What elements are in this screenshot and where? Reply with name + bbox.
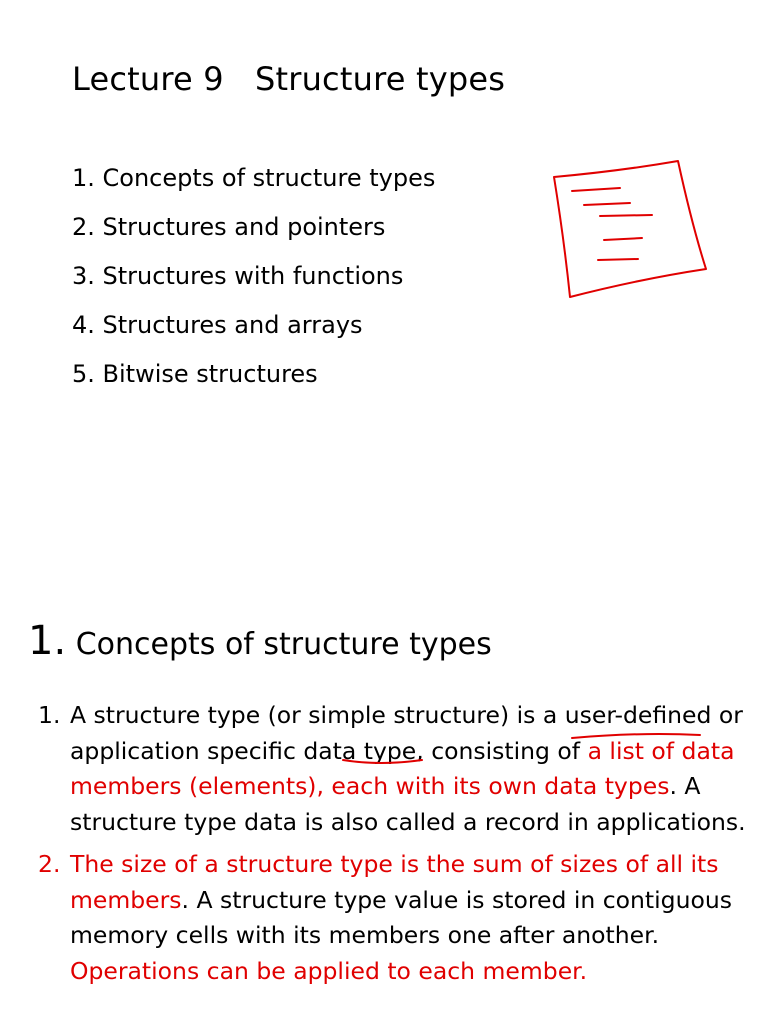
section-heading xyxy=(28,618,492,672)
section-number: 1. xyxy=(28,618,67,664)
point-marker: 2. xyxy=(38,850,61,878)
lecture-outline xyxy=(72,154,435,399)
point-text: . A structure type value is stored in contiguous memory cells with its members one after another. xyxy=(70,885,732,949)
outline-item: 4. Structures and arrays xyxy=(72,311,363,339)
list-item xyxy=(38,698,758,840)
outline-item: 3. Structures with functions xyxy=(72,262,404,290)
point-marker: 1. xyxy=(38,701,61,729)
handdrawn-note-icon xyxy=(550,155,712,305)
outline-item: 2. Structures and pointers xyxy=(72,213,386,241)
point-highlight: Operations can be applied to each member. xyxy=(70,956,588,985)
outline-item: 1. Concepts of structure types xyxy=(72,164,436,192)
outline-item: 5. Bitwise structures xyxy=(72,360,318,388)
list-item xyxy=(38,847,758,989)
lecture-title: Lecture 9 Structure types xyxy=(72,60,506,98)
concept-points xyxy=(38,698,758,996)
point-text: A structure type (or simple structure) is a user-defined or application specific data type, consisting of xyxy=(70,701,743,765)
point-highlight: The size of a structure type is the sum of sizes of all its members xyxy=(70,850,719,914)
point-text: . A structure type data is also called a record in applications. xyxy=(70,772,746,836)
section-title: Concepts of structure types xyxy=(66,627,492,662)
point-highlight: a list of data members (elements), each with its own data types xyxy=(70,736,735,800)
